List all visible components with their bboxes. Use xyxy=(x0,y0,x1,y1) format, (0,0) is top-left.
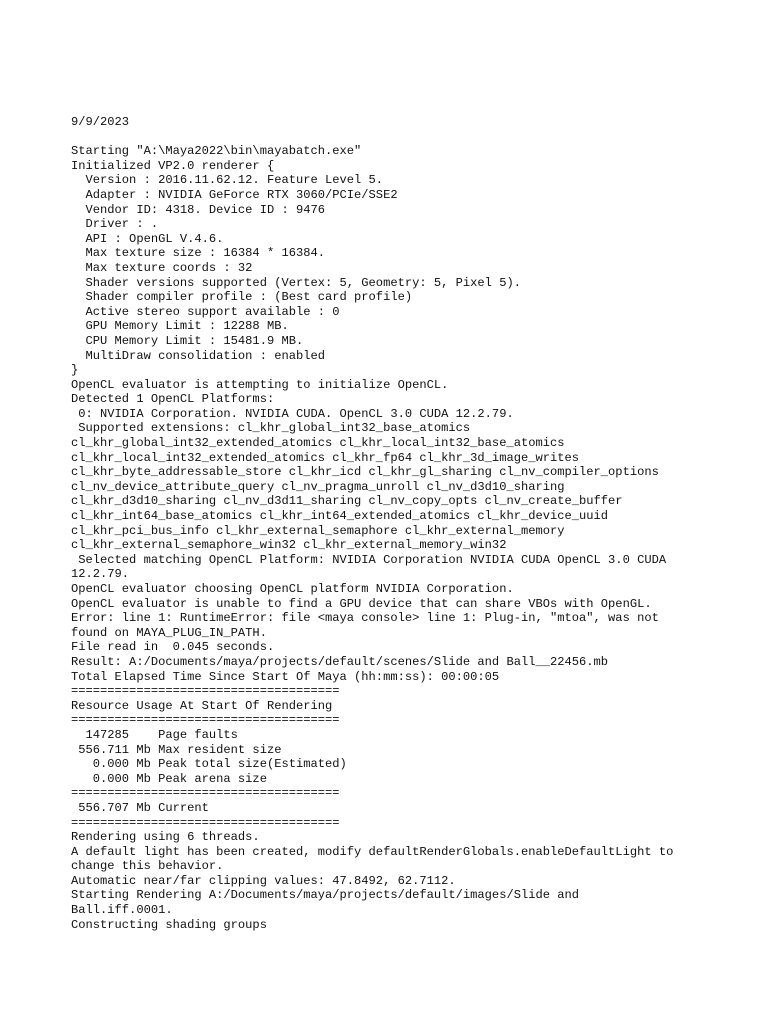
log-line: cl_khr_d3d10_sharing cl_nv_d3d11_sharing cl_nv_copy_opts cl_nv_create_buffer xyxy=(71,494,623,509)
render-log xyxy=(71,115,731,932)
log-line: cl_khr_byte_addressable_store cl_khr_icd cl_khr_gl_sharing cl_nv_compiler_options xyxy=(71,465,659,480)
log-line: Total Elapsed Time Since Start Of Maya (hh:mm:ss): 00:00:05 xyxy=(71,669,500,684)
log-line: Shader versions supported (Vertex: 5, Geometry: 5, Pixel 5). xyxy=(71,275,521,290)
log-line: ===================================== xyxy=(71,786,340,801)
log-line: MultiDraw consolidation : enabled xyxy=(71,348,326,363)
log-line: OpenCL evaluator is unable to find a GPU device that can share VBOs with OpenGL. xyxy=(71,596,652,611)
log-line: API : OpenGL V.4.6. xyxy=(71,231,224,246)
log-line: OpenCL evaluator is attempting to initialize OpenCL. xyxy=(71,377,449,392)
log-line: 9/9/2023 xyxy=(71,115,130,129)
log-line: cl_khr_pci_bus_info cl_khr_external_semaphore cl_khr_external_memory xyxy=(71,523,565,538)
log-line: Starting Rendering A:/Documents/maya/projects/default/images/Slide and xyxy=(71,888,580,903)
log-line: Resource Usage At Start Of Rendering xyxy=(71,698,333,713)
log-line: Version : 2016.11.62.12. Feature Level 5. xyxy=(71,173,384,188)
log-line: 556.711 Mb Max resident size xyxy=(71,742,282,757)
log-line: Vendor ID: 4318. Device ID : 9476 xyxy=(71,202,326,217)
log-line: found on MAYA_PLUG_IN_PATH. xyxy=(71,625,267,640)
log-line: change this behavior. xyxy=(71,859,224,874)
log-line: ===================================== xyxy=(71,815,340,830)
log-line xyxy=(71,130,731,145)
log-line: Starting "A:\Maya2022\bin\mayabatch.exe" xyxy=(71,144,362,159)
log-line: cl_nv_device_attribute_query cl_nv_pragma_unroll cl_nv_d3d10_sharing xyxy=(71,479,565,494)
log-line: 556.707 Mb Current xyxy=(71,800,209,815)
log-line: Selected matching OpenCL Platform: NVIDIA Corporation NVIDIA CUDA OpenCL 3.0 CUDA xyxy=(71,552,667,567)
log-line: Detected 1 OpenCL Platforms: xyxy=(71,392,275,407)
log-line: 12.2.79. xyxy=(71,567,130,582)
log-line: Shader compiler profile : (Best card profile) xyxy=(71,290,413,305)
log-line: cl_khr_int64_base_atomics cl_khr_int64_extended_atomics cl_khr_device_uuid xyxy=(71,509,609,524)
log-line: 147285 Page faults xyxy=(71,727,238,742)
log-line: Initialized VP2.0 renderer { xyxy=(71,158,275,173)
log-line: File read in 0.045 seconds. xyxy=(71,640,275,655)
log-line: Adapter : NVIDIA GeForce RTX 3060/PCIe/SSE2 xyxy=(71,187,398,202)
log-line: 0.000 Mb Peak arena size xyxy=(71,771,267,786)
log-line: Result: A:/Documents/maya/projects/default/scenes/Slide and Ball__22456.mb xyxy=(71,654,609,669)
log-line: Constructing shading groups xyxy=(71,917,267,932)
log-line: Automatic near/far clipping values: 47.8492, 62.7112. xyxy=(71,873,456,888)
log-line: CPU Memory Limit : 15481.9 MB. xyxy=(71,333,304,348)
log-line: cl_khr_local_int32_extended_atomics cl_khr_fp64 cl_khr_3d_image_writes xyxy=(71,450,580,465)
log-line: A default light has been created, modify defaultRenderGlobals.enableDefaultLight to xyxy=(71,844,674,859)
log-line: Max texture size : 16384 * 16384. xyxy=(71,246,326,261)
log-line: OpenCL evaluator choosing OpenCL platform NVIDIA Corporation. xyxy=(71,582,514,596)
log-line: } xyxy=(71,363,79,378)
log-line: Driver : . xyxy=(71,217,159,232)
log-line: GPU Memory Limit : 12288 MB. xyxy=(71,319,289,334)
log-line: cl_khr_external_semaphore_win32 cl_khr_external_memory_win32 xyxy=(71,538,507,553)
log-line: ===================================== xyxy=(71,684,340,699)
log-line: 0.000 Mb Peak total size(Estimated) xyxy=(71,757,347,772)
log-line: ===================================== xyxy=(71,713,340,728)
log-line: Max texture coords : 32 xyxy=(71,260,253,275)
log-line: Rendering using 6 threads. xyxy=(71,830,260,845)
log-line: Ball.iff.0001. xyxy=(71,903,173,918)
log-line: 0: NVIDIA Corporation. NVIDIA CUDA. OpenCL 3.0 CUDA 12.2.79. xyxy=(71,406,514,421)
log-line: Active stereo support available : 0 xyxy=(71,304,340,319)
log-line: Error: line 1: RuntimeError: file <maya console> line 1: Plug-in, "mtoa", was not xyxy=(71,611,659,626)
log-line: Supported extensions: cl_khr_global_int32_base_atomics xyxy=(71,421,471,436)
log-line: cl_khr_global_int32_extended_atomics cl_khr_local_int32_base_atomics xyxy=(71,436,565,451)
